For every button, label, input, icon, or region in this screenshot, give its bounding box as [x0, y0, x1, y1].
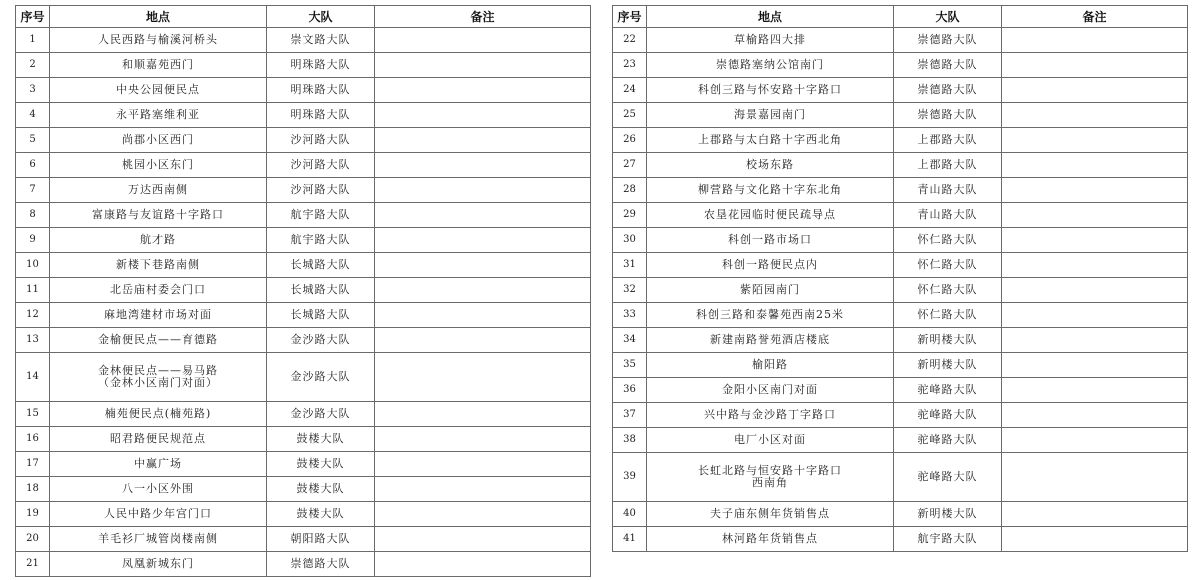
row-index: 9: [16, 228, 50, 253]
table-row: [613, 28, 1188, 53]
table-row: [613, 303, 1188, 328]
row-place: 航才路: [50, 228, 267, 253]
row-place: 榆阳路: [647, 353, 894, 378]
row-index: 36: [613, 378, 647, 403]
row-index: 14: [16, 353, 50, 402]
row-team: 长城路大队: [267, 253, 375, 278]
table-row: [613, 203, 1188, 228]
row-team: 怀仁路大队: [894, 228, 1002, 253]
table-header-row: [16, 6, 591, 28]
row-team: 怀仁路大队: [894, 278, 1002, 303]
table-row: [16, 477, 591, 502]
row-note: [375, 53, 591, 78]
row-team: 航宇路大队: [267, 228, 375, 253]
row-place: 中赢广场: [50, 452, 267, 477]
row-index: 11: [16, 278, 50, 303]
row-team: 崇德路大队: [894, 28, 1002, 53]
row-index: 5: [16, 128, 50, 153]
row-note: [375, 477, 591, 502]
row-note: [375, 78, 591, 103]
row-place: 夫子庙东侧年货销售点: [647, 502, 894, 527]
table-row: [613, 278, 1188, 303]
row-place: 柳营路与文化路十字东北角: [647, 178, 894, 203]
row-team: 新明楼大队: [894, 353, 1002, 378]
row-index: 7: [16, 178, 50, 203]
row-team: 驼峰路大队: [894, 428, 1002, 453]
row-team: 鼓楼大队: [267, 452, 375, 477]
row-team: 航宇路大队: [894, 527, 1002, 552]
row-note: [1002, 428, 1188, 453]
row-place: 兴中路与金沙路丁字路口: [647, 403, 894, 428]
row-note: [1002, 527, 1188, 552]
location-table-right: [612, 5, 1188, 552]
row-team: 怀仁路大队: [894, 303, 1002, 328]
row-place: 草榆路四大排: [647, 28, 894, 53]
row-place: 北岳庙村委会门口: [50, 278, 267, 303]
table-row: [16, 552, 591, 577]
header-place: 地点: [50, 6, 267, 28]
row-note: [375, 153, 591, 178]
row-index: 29: [613, 203, 647, 228]
row-team: 新明楼大队: [894, 502, 1002, 527]
row-note: [375, 278, 591, 303]
row-note: [1002, 128, 1188, 153]
table-row: [613, 453, 1188, 502]
row-index: 26: [613, 128, 647, 153]
row-team: 鼓楼大队: [267, 427, 375, 452]
table-row: [613, 403, 1188, 428]
row-place: 凤凰新城东门: [50, 552, 267, 577]
table-row: [16, 78, 591, 103]
row-index: 1: [16, 28, 50, 53]
row-place: 电厂小区对面: [647, 428, 894, 453]
row-team: 航宇路大队: [267, 203, 375, 228]
row-note: [375, 502, 591, 527]
row-index: 25: [613, 103, 647, 128]
row-note: [375, 28, 591, 53]
row-note: [375, 303, 591, 328]
row-index: 15: [16, 402, 50, 427]
row-place: 桃园小区东门: [50, 153, 267, 178]
row-team: 崇德路大队: [894, 103, 1002, 128]
row-note: [1002, 378, 1188, 403]
row-note: [375, 427, 591, 452]
table-row: [16, 253, 591, 278]
row-note: [375, 527, 591, 552]
row-note: [375, 402, 591, 427]
row-note: [375, 452, 591, 477]
row-place: 长虹北路与恒安路十字路口 西南角: [647, 453, 894, 502]
row-index: 38: [613, 428, 647, 453]
row-note: [1002, 278, 1188, 303]
row-index: 22: [613, 28, 647, 53]
row-index: 16: [16, 427, 50, 452]
row-place: 农垦花园临时便民疏导点: [647, 203, 894, 228]
row-place: 上郡路与太白路十字西北角: [647, 128, 894, 153]
row-place: 科创一路便民点内: [647, 253, 894, 278]
row-place: 科创三路和泰馨苑西南25米: [647, 303, 894, 328]
row-team: 长城路大队: [267, 278, 375, 303]
row-place: 紫陌园南门: [647, 278, 894, 303]
row-team: 金沙路大队: [267, 328, 375, 353]
row-index: 27: [613, 153, 647, 178]
row-index: 20: [16, 527, 50, 552]
row-team: 沙河路大队: [267, 153, 375, 178]
table-row: [16, 452, 591, 477]
row-note: [1002, 353, 1188, 378]
row-team: 新明楼大队: [894, 328, 1002, 353]
row-index: 31: [613, 253, 647, 278]
row-team: 崇德路大队: [267, 552, 375, 577]
table-row: [16, 53, 591, 78]
row-note: [1002, 328, 1188, 353]
row-note: [375, 328, 591, 353]
table-row: [16, 228, 591, 253]
row-index: 12: [16, 303, 50, 328]
row-team: 金沙路大队: [267, 353, 375, 402]
row-index: 39: [613, 453, 647, 502]
row-note: [375, 128, 591, 153]
row-place: 金阳小区南门对面: [647, 378, 894, 403]
row-place: 尚郡小区西门: [50, 128, 267, 153]
row-note: [1002, 403, 1188, 428]
row-index: 8: [16, 203, 50, 228]
header-note: 备注: [375, 6, 591, 28]
row-note: [1002, 78, 1188, 103]
row-team: 鼓楼大队: [267, 502, 375, 527]
row-index: 18: [16, 477, 50, 502]
table-row: [16, 427, 591, 452]
row-index: 37: [613, 403, 647, 428]
row-place: 科创一路市场口: [647, 228, 894, 253]
row-note: [1002, 502, 1188, 527]
header-place: 地点: [647, 6, 894, 28]
table-row: [613, 78, 1188, 103]
row-index: 23: [613, 53, 647, 78]
table-row: [16, 103, 591, 128]
row-place: 中央公园便民点: [50, 78, 267, 103]
row-place: 金林便民点——易马路 （金林小区南门对面）: [50, 353, 267, 402]
row-team: 明珠路大队: [267, 78, 375, 103]
header-note: 备注: [1002, 6, 1188, 28]
row-team: 驼峰路大队: [894, 403, 1002, 428]
row-note: [1002, 453, 1188, 502]
row-place: 人民中路少年宫门口: [50, 502, 267, 527]
table-row: [16, 502, 591, 527]
row-place: 麻地湾建材市场对面: [50, 303, 267, 328]
row-note: [1002, 53, 1188, 78]
row-note: [1002, 303, 1188, 328]
row-team: 沙河路大队: [267, 128, 375, 153]
row-index: 24: [613, 78, 647, 103]
table-row: [613, 153, 1188, 178]
row-index: 13: [16, 328, 50, 353]
row-note: [375, 203, 591, 228]
row-team: 崇德路大队: [894, 78, 1002, 103]
row-place: 崇德路塞纳公馆南门: [647, 53, 894, 78]
row-index: 41: [613, 527, 647, 552]
row-index: 6: [16, 153, 50, 178]
table-row: [613, 53, 1188, 78]
table-row: [16, 328, 591, 353]
row-team: 驼峰路大队: [894, 453, 1002, 502]
location-table-left: [15, 5, 591, 577]
row-index: 4: [16, 103, 50, 128]
header-team: 大队: [267, 6, 375, 28]
table-row: [16, 303, 591, 328]
row-index: 2: [16, 53, 50, 78]
row-note: [375, 178, 591, 203]
row-place: 科创三路与怀安路十字路口: [647, 78, 894, 103]
row-index: 3: [16, 78, 50, 103]
row-note: [1002, 253, 1188, 278]
row-team: 崇文路大队: [267, 28, 375, 53]
row-index: 19: [16, 502, 50, 527]
row-team: 青山路大队: [894, 178, 1002, 203]
table-row: [613, 103, 1188, 128]
header-team: 大队: [894, 6, 1002, 28]
row-note: [1002, 228, 1188, 253]
row-index: 40: [613, 502, 647, 527]
table-row: [16, 153, 591, 178]
row-place: 新建南路誉苑酒店楼底: [647, 328, 894, 353]
table-row: [613, 502, 1188, 527]
row-note: [375, 253, 591, 278]
row-place: 永平路塞维利亚: [50, 103, 267, 128]
row-note: [1002, 28, 1188, 53]
row-team: 明珠路大队: [267, 53, 375, 78]
row-team: 朝阳路大队: [267, 527, 375, 552]
row-team: 金沙路大队: [267, 402, 375, 427]
table-header-row: [613, 6, 1188, 28]
row-team: 驼峰路大队: [894, 378, 1002, 403]
table-row: [16, 278, 591, 303]
row-place: 八一小区外围: [50, 477, 267, 502]
row-place: 羊毛衫厂城管岗楼南侧: [50, 527, 267, 552]
row-note: [375, 353, 591, 402]
table-row: [613, 428, 1188, 453]
table-row: [613, 128, 1188, 153]
row-place: 校场东路: [647, 153, 894, 178]
row-team: 鼓楼大队: [267, 477, 375, 502]
row-team: 青山路大队: [894, 203, 1002, 228]
row-note: [1002, 103, 1188, 128]
row-place: 新楼下巷路南侧: [50, 253, 267, 278]
table-row: [613, 353, 1188, 378]
header-index: 序号: [613, 6, 647, 28]
row-place: 楠苑便民点(楠苑路): [50, 402, 267, 427]
table-row: [613, 253, 1188, 278]
row-note: [375, 228, 591, 253]
row-note: [1002, 153, 1188, 178]
table-row: [613, 178, 1188, 203]
header-index: 序号: [16, 6, 50, 28]
row-place: 富康路与友谊路十字路口: [50, 203, 267, 228]
row-team: 长城路大队: [267, 303, 375, 328]
row-team: 沙河路大队: [267, 178, 375, 203]
row-index: 33: [613, 303, 647, 328]
row-note: [1002, 178, 1188, 203]
row-note: [375, 552, 591, 577]
row-team: 明珠路大队: [267, 103, 375, 128]
table-row: [613, 228, 1188, 253]
row-index: 34: [613, 328, 647, 353]
row-team: 怀仁路大队: [894, 253, 1002, 278]
table-row: [16, 178, 591, 203]
row-place: 林河路年货销售点: [647, 527, 894, 552]
table-row: [613, 328, 1188, 353]
row-place: 昭君路便民规范点: [50, 427, 267, 452]
row-index: 35: [613, 353, 647, 378]
table-row: [16, 402, 591, 427]
row-team: 上郡路大队: [894, 153, 1002, 178]
table-row: [16, 28, 591, 53]
row-index: 21: [16, 552, 50, 577]
row-index: 17: [16, 452, 50, 477]
table-row: [16, 353, 591, 402]
row-team: 崇德路大队: [894, 53, 1002, 78]
row-index: 30: [613, 228, 647, 253]
table-row: [16, 527, 591, 552]
row-index: 32: [613, 278, 647, 303]
row-place: 万达西南侧: [50, 178, 267, 203]
table-row: [16, 203, 591, 228]
row-place: 金榆便民点——育德路: [50, 328, 267, 353]
row-place: 人民西路与榆溪河桥头: [50, 28, 267, 53]
table-row: [613, 527, 1188, 552]
row-index: 10: [16, 253, 50, 278]
row-note: [375, 103, 591, 128]
row-note: [1002, 203, 1188, 228]
table-row: [613, 378, 1188, 403]
row-team: 上郡路大队: [894, 128, 1002, 153]
row-place: 海景嘉园南门: [647, 103, 894, 128]
row-index: 28: [613, 178, 647, 203]
table-row: [16, 128, 591, 153]
row-place: 和顺嘉苑西门: [50, 53, 267, 78]
